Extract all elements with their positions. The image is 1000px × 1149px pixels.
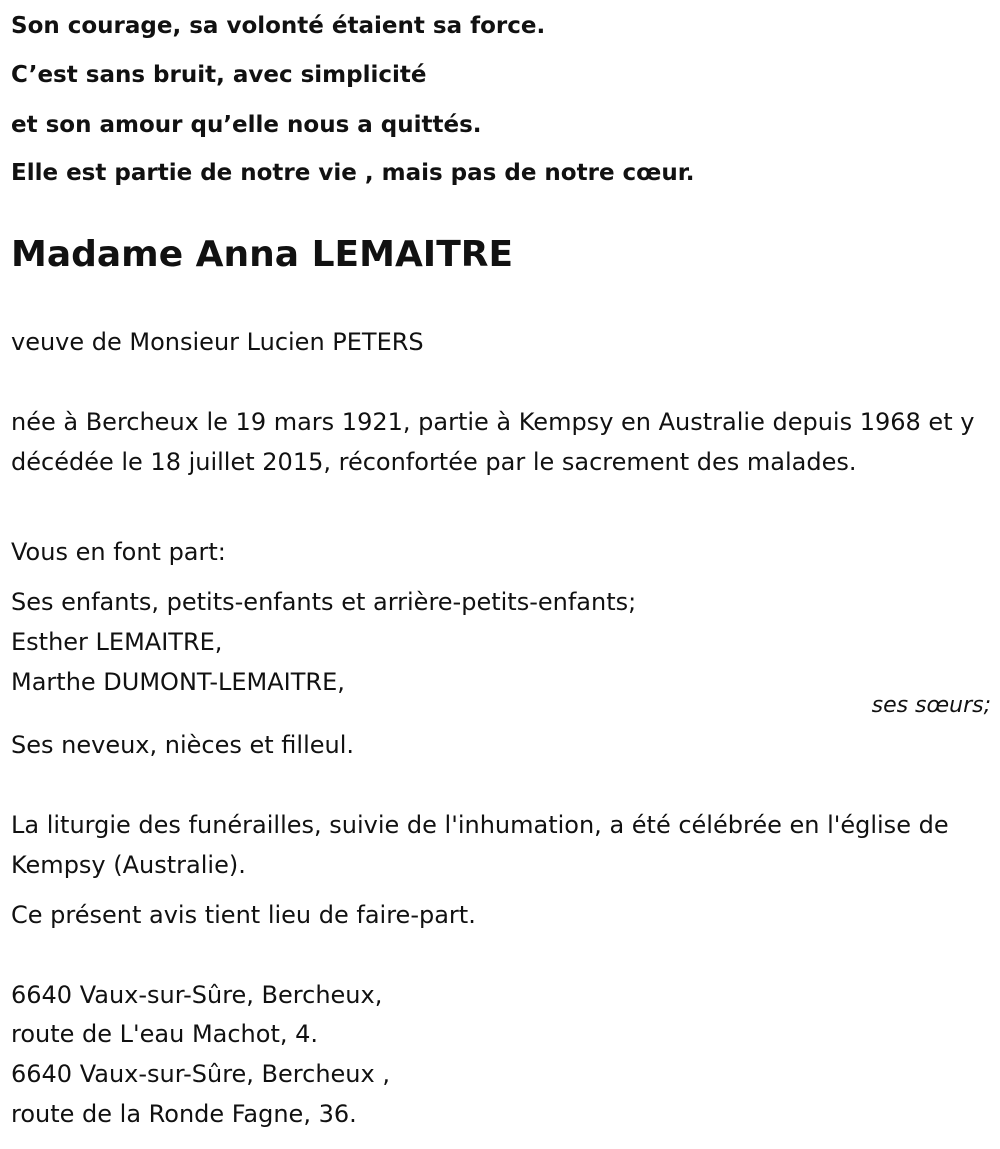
- widow-of-line: veuve de Monsieur Lucien PETERS: [11, 328, 424, 356]
- epigraph-line-4: Elle est partie de notre vie , mais pas de notre cœur.: [11, 160, 695, 186]
- children-line: Ses enfants, petits-enfants et arrière-petits-enfants;: [11, 588, 637, 616]
- address-line-1: 6640 Vaux-sur-Sûre, Bercheux,: [11, 981, 383, 1009]
- address-line-2: route de L'eau Machot, 4.: [11, 1020, 319, 1048]
- sister-1-line: Esther LEMAITRE,: [11, 628, 223, 656]
- notice-line: Ce présent avis tient lieu de faire-part.: [11, 901, 476, 929]
- address-line-4: route de la Ronde Fagne, 36.: [11, 1100, 357, 1128]
- epigraph-line-1: Son courage, sa volonté étaient sa force.: [11, 13, 546, 39]
- address-line-3: 6640 Vaux-sur-Sûre, Bercheux ,: [11, 1060, 390, 1088]
- epigraph-line-2: C’est sans bruit, avec simplicité: [11, 62, 427, 88]
- announce-line: Vous en font part:: [11, 538, 226, 566]
- epigraph-line-3: et son amour qu’elle nous a quittés.: [11, 112, 482, 138]
- nephews-line: Ses neveux, nièces et filleul.: [11, 731, 355, 759]
- deceased-name: Madame Anna LEMAITRE: [11, 234, 514, 275]
- birth-death-paragraph: née à Bercheux le 19 mars 1921, partie à Kempsy en Australie depuis 1968 et y décédée le 18 juillet 2015, réconfortée par le sacrement des malades.: [11, 408, 975, 476]
- sister-2-line: Marthe DUMONT-LEMAITRE,: [11, 668, 345, 696]
- liturgy-paragraph: La liturgie des funérailles, suivie de l'inhumation, a été célébrée en l'église de Kempsy (Australie).: [11, 811, 949, 879]
- sisters-label: ses sœurs;: [871, 693, 991, 718]
